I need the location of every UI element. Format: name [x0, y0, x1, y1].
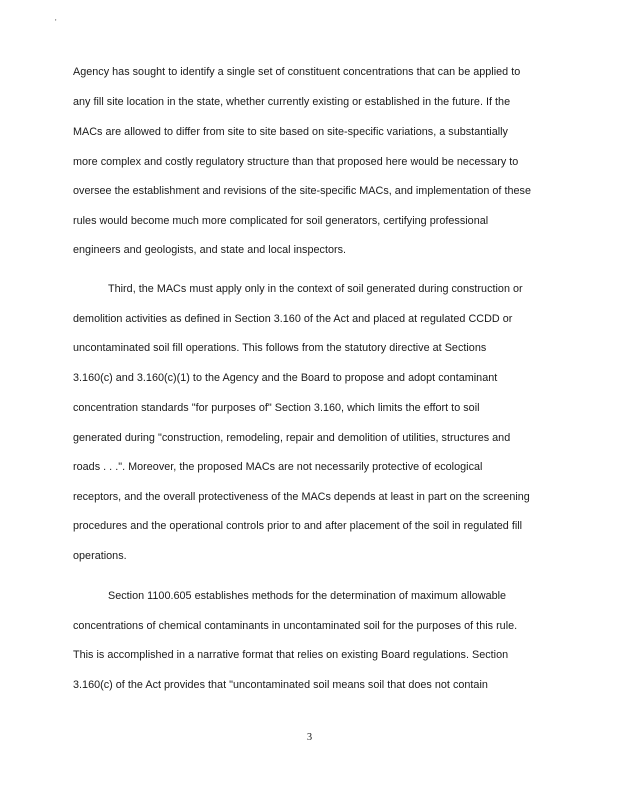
- text-line: rules would become much more complicated for soil generators, certifying professional: [73, 215, 489, 227]
- text-line: engineers and geologists, and state and local inspectors.: [73, 244, 347, 256]
- text-line: Third, the MACs must apply only in the context of soil generated during construction or: [108, 283, 523, 295]
- page-number: 3: [306, 732, 313, 743]
- text-line: Section 1100.605 establishes methods for the determination of maximum allowable: [108, 590, 507, 602]
- text-line: MACs are allowed to differ from site to site based on site-specific variations, a substantially: [73, 126, 508, 138]
- text-line: procedures and the operational controls prior to and after placement of the soil in regulated fill: [73, 520, 523, 532]
- text-line: concentrations of chemical contaminants in uncontaminated soil for the purposes of this rule.: [73, 620, 518, 632]
- text-line: more complex and costly regulatory structure than that proposed here would be necessary to: [73, 156, 519, 168]
- text-line: receptors, and the overall protectiveness of the MACs depends at least in part on the screening: [73, 491, 530, 503]
- text-line: 3.160(c) and 3.160(c)(1) to the Agency and the Board to propose and adopt contaminant: [73, 372, 498, 384]
- text-line: uncontaminated soil fill operations. This follows from the statutory directive at Sections: [73, 342, 487, 354]
- text-line: roads . . .". Moreover, the proposed MACs are not necessarily protective of ecological: [73, 461, 483, 473]
- text-line: This is accomplished in a narrative format that relies on existing Board regulations. Section: [73, 649, 509, 661]
- text-line: any fill site location in the state, whether currently existing or established in the future. If the: [73, 96, 511, 108]
- text-line: demolition activities as defined in Section 3.160 of the Act and placed at regulated CCDD or: [73, 313, 513, 325]
- scan-mark: ': [55, 18, 57, 27]
- text-line: concentration standards "for purposes of" Section 3.160, which limits the effort to soil: [73, 402, 480, 414]
- text-line: Agency has sought to identify a single set of constituent concentrations that can be applied to: [73, 66, 521, 78]
- text-line: generated during "construction, remodeling, repair and demolition of utilities, structures and: [73, 432, 511, 444]
- text-line: 3.160(c) of the Act provides that "uncontaminated soil means soil that does not contain: [73, 679, 488, 691]
- text-line: oversee the establishment and revisions of the site-specific MACs, and implementation of these: [73, 185, 531, 197]
- text-line: operations.: [73, 550, 127, 562]
